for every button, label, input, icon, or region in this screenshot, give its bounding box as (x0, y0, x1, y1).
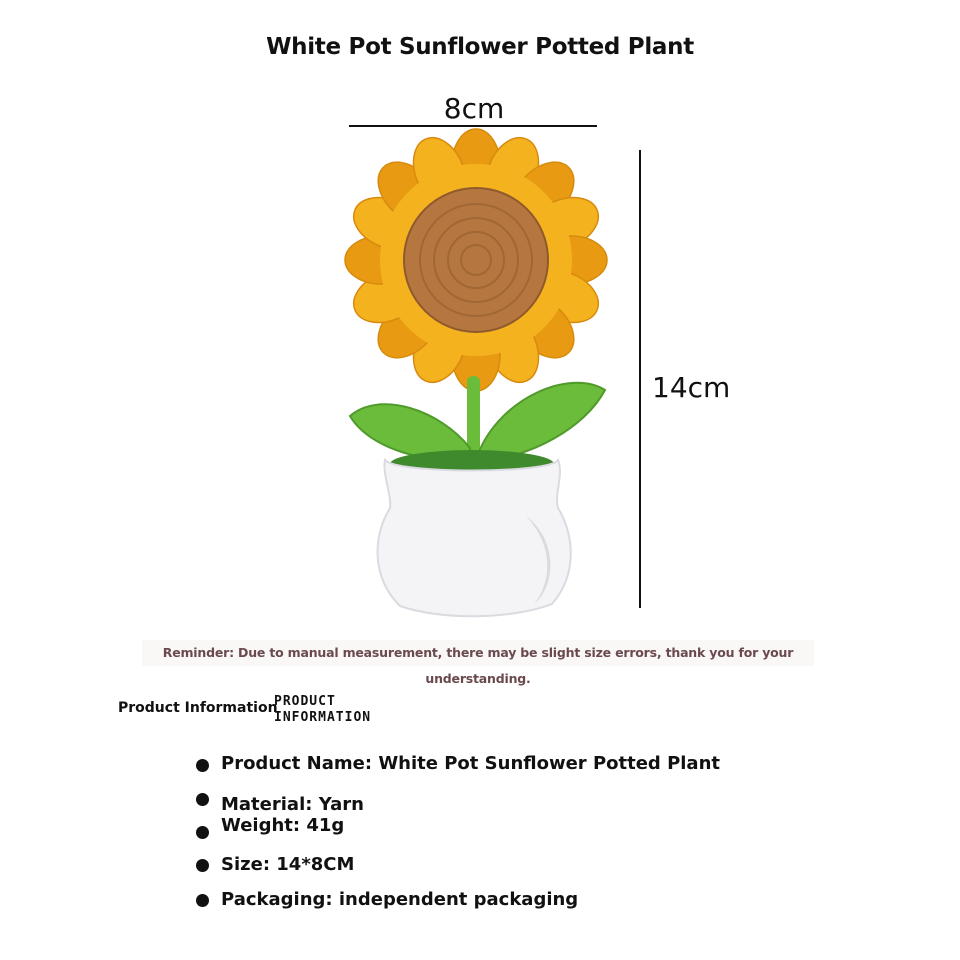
spec-product-name: Product Name: White Pot Sunflower Potted Plant (221, 753, 720, 774)
height-dimension-label: 14cm (652, 371, 731, 404)
bullet-icon (196, 793, 209, 806)
spec-weight: Weight: 41g (221, 815, 345, 836)
height-dimension-line (639, 150, 641, 608)
spec-packaging: Packaging: independent packaging (221, 889, 579, 910)
right-leaf (478, 383, 605, 462)
width-dimension-label: 8cm (443, 92, 505, 125)
product-info-heading (274, 694, 414, 726)
spec-size: Size: 14*8CM (221, 854, 355, 875)
page-title: White Pot Sunflower Potted Plant (266, 34, 694, 60)
spec-material: Material: Yarn (221, 794, 364, 815)
width-dimension-line (349, 125, 597, 127)
product-info-heading-line2: INFORMATION (274, 710, 372, 725)
bullet-icon (196, 826, 209, 839)
sunflower-head (345, 129, 607, 391)
product-info-label: Product Information (118, 700, 278, 716)
reminder-note: Reminder: Due to manual measurement, there may be slight size errors, thank you for your understanding. (142, 640, 814, 666)
bullet-icon (196, 759, 209, 772)
bullet-icon (196, 894, 209, 907)
bullet-icon (196, 859, 209, 872)
flower-center (404, 188, 548, 332)
product-info-heading-line1: PRODUCT (274, 694, 336, 709)
sunflower-plant-image (330, 128, 630, 628)
